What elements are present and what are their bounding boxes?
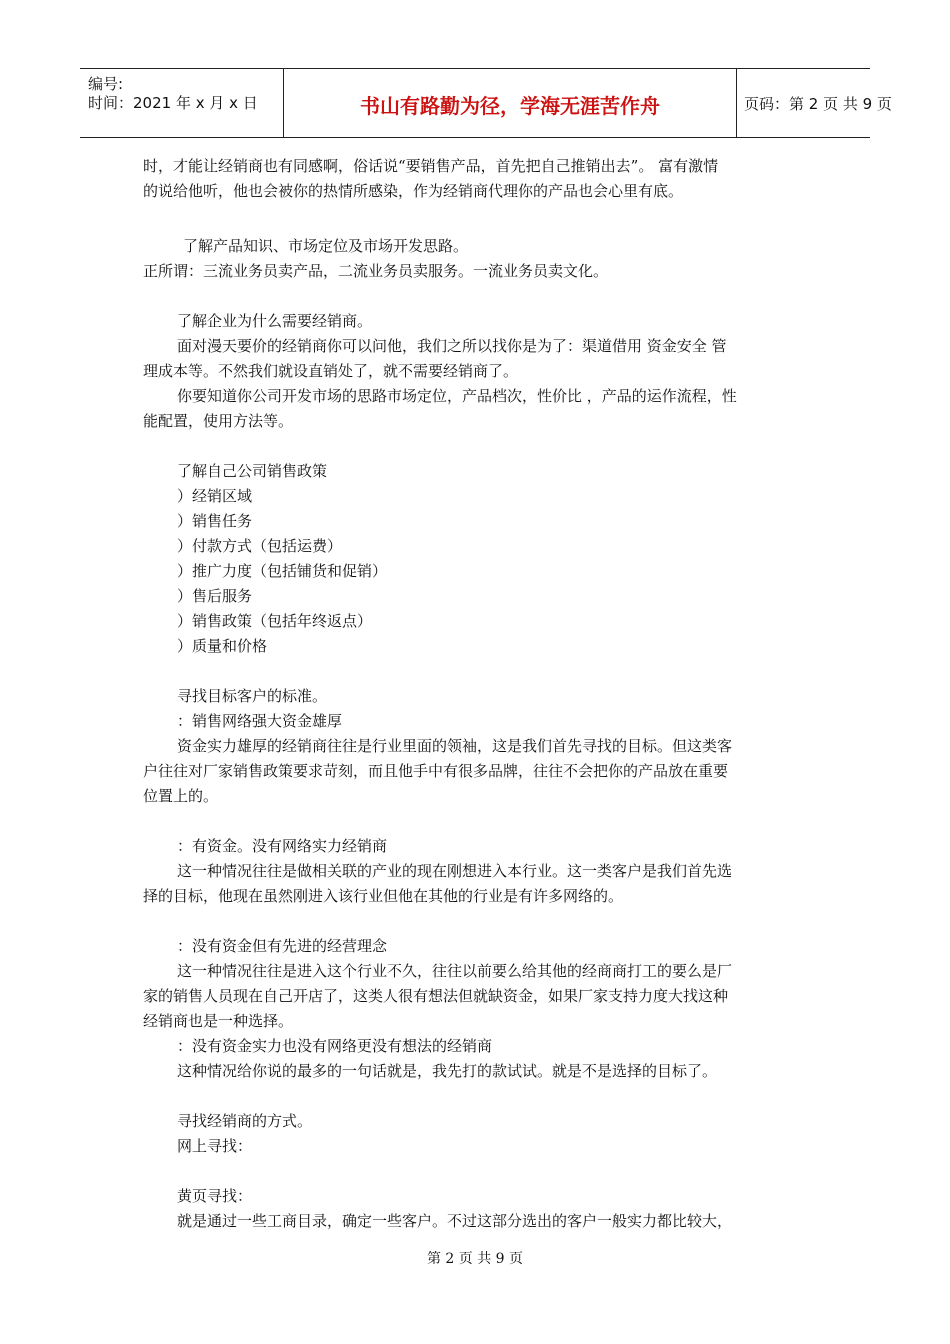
body-line: 这种情况给你说的最多的一句话就是，我先打的款试试。就是不是选择的目标了。: [177, 1062, 718, 1080]
body-line: 位置上的。: [143, 787, 219, 805]
section-heading: 了解产品知识、市场定位及市场开发思路。: [183, 237, 469, 255]
section-heading: 了解自己公司销售政策: [177, 462, 328, 480]
header-motto-cell: [283, 69, 737, 137]
body-line: 家的销售人员现在自己开店了，这类人很有想法但就缺资金，如果厂家支持力度大找这种: [143, 987, 729, 1005]
list-item: ）售后服务: [177, 587, 253, 605]
subheading: ：销售网络强大资金雄厚: [177, 712, 343, 730]
body-line: 这一种情况往往是进入这个行业不久，往往以前要么给其他的经商商打工的要么是厂: [177, 962, 733, 980]
section-heading: 寻找目标客户的标准。: [177, 687, 328, 705]
body-line: 网上寻找：: [177, 1137, 253, 1155]
list-item: ）经销区域: [177, 487, 253, 505]
list-item: ）质量和价格: [177, 637, 268, 655]
header-motto: 书山有路勤为径，学海无涯苦作舟: [360, 94, 660, 118]
subheading: ：有资金。没有网络实力经销商: [177, 837, 388, 855]
header-page-cell: [736, 69, 892, 137]
body-line: 资金实力雄厚的经销商往往是行业里面的领袖，这是我们首先寻找的目标。但这类客: [177, 737, 733, 755]
body-line: 黄页寻找：: [177, 1187, 253, 1205]
body-line: 就是通过一些工商目录，确定一些客户。不过这部分选出的客户一般实力都比较大，: [177, 1212, 733, 1230]
body-line: 择的目标，他现在虽然刚进入该行业但他在其他的行业是有许多网络的。: [143, 887, 624, 905]
subheading: ：没有资金但有先进的经营理念: [177, 937, 388, 955]
body-line: 理成本等。不然我们就设直销处了，就不需要经销商了。: [143, 362, 519, 380]
document-code-label: 编号:: [88, 75, 124, 93]
page-header: [80, 68, 892, 138]
body-line: 这一种情况往往是做相关联的产业的现在刚想进入本行业。这一类客户是我们首先选: [177, 862, 733, 880]
body-line: 户往往对厂家销售政策要求苛刻，而且他手中有很多品牌，往往不会把你的产品放在重要: [143, 762, 729, 780]
body-line: 的说给他听，他也会被你的热情所感染，作为经销商代理你的产品也会心里有底。: [143, 182, 684, 200]
body-line: 你要知道你公司开发市场的思路市场定位，产品档次，性价比 ，产品的运作流程，性: [177, 387, 737, 405]
body-line: 面对漫天要价的经销商你可以问他，我们之所以找你是为了：渠道借用 资金安全 管: [177, 337, 727, 355]
section-heading: 寻找经销商的方式。: [177, 1112, 313, 1130]
list-item: ）销售任务: [177, 512, 253, 530]
body-line: 经销商也是一种选择。: [143, 1012, 294, 1030]
list-item: ）销售政策（包括年终返点）: [177, 612, 373, 630]
header-page-number: 页码：第 2 页 共 9 页: [744, 95, 892, 113]
body-line: 能配置，使用方法等。: [143, 412, 294, 430]
body-line: 正所谓：三流业务员卖产品，二流业务员卖服务。一流业务员卖文化。: [143, 262, 609, 280]
header-meta-cell: [80, 69, 283, 137]
body-line: 时，才能让经销商也有同感啊，俗话说“要销售产品，首先把自己推销出去”。 富有激情: [143, 157, 719, 175]
page-footer: 第 2 页 共 9 页: [426, 1251, 524, 1267]
subheading: ：没有资金实力也没有网络更没有想法的经销商: [177, 1037, 493, 1055]
list-item: ）付款方式（包括运费）: [177, 537, 343, 555]
section-heading: 了解企业为什么需要经销商。: [177, 312, 373, 330]
list-item: ）推广力度（包括铺货和促销）: [177, 562, 388, 580]
document-time-label: 时间：2021 年 x 月 x 日: [88, 94, 258, 112]
